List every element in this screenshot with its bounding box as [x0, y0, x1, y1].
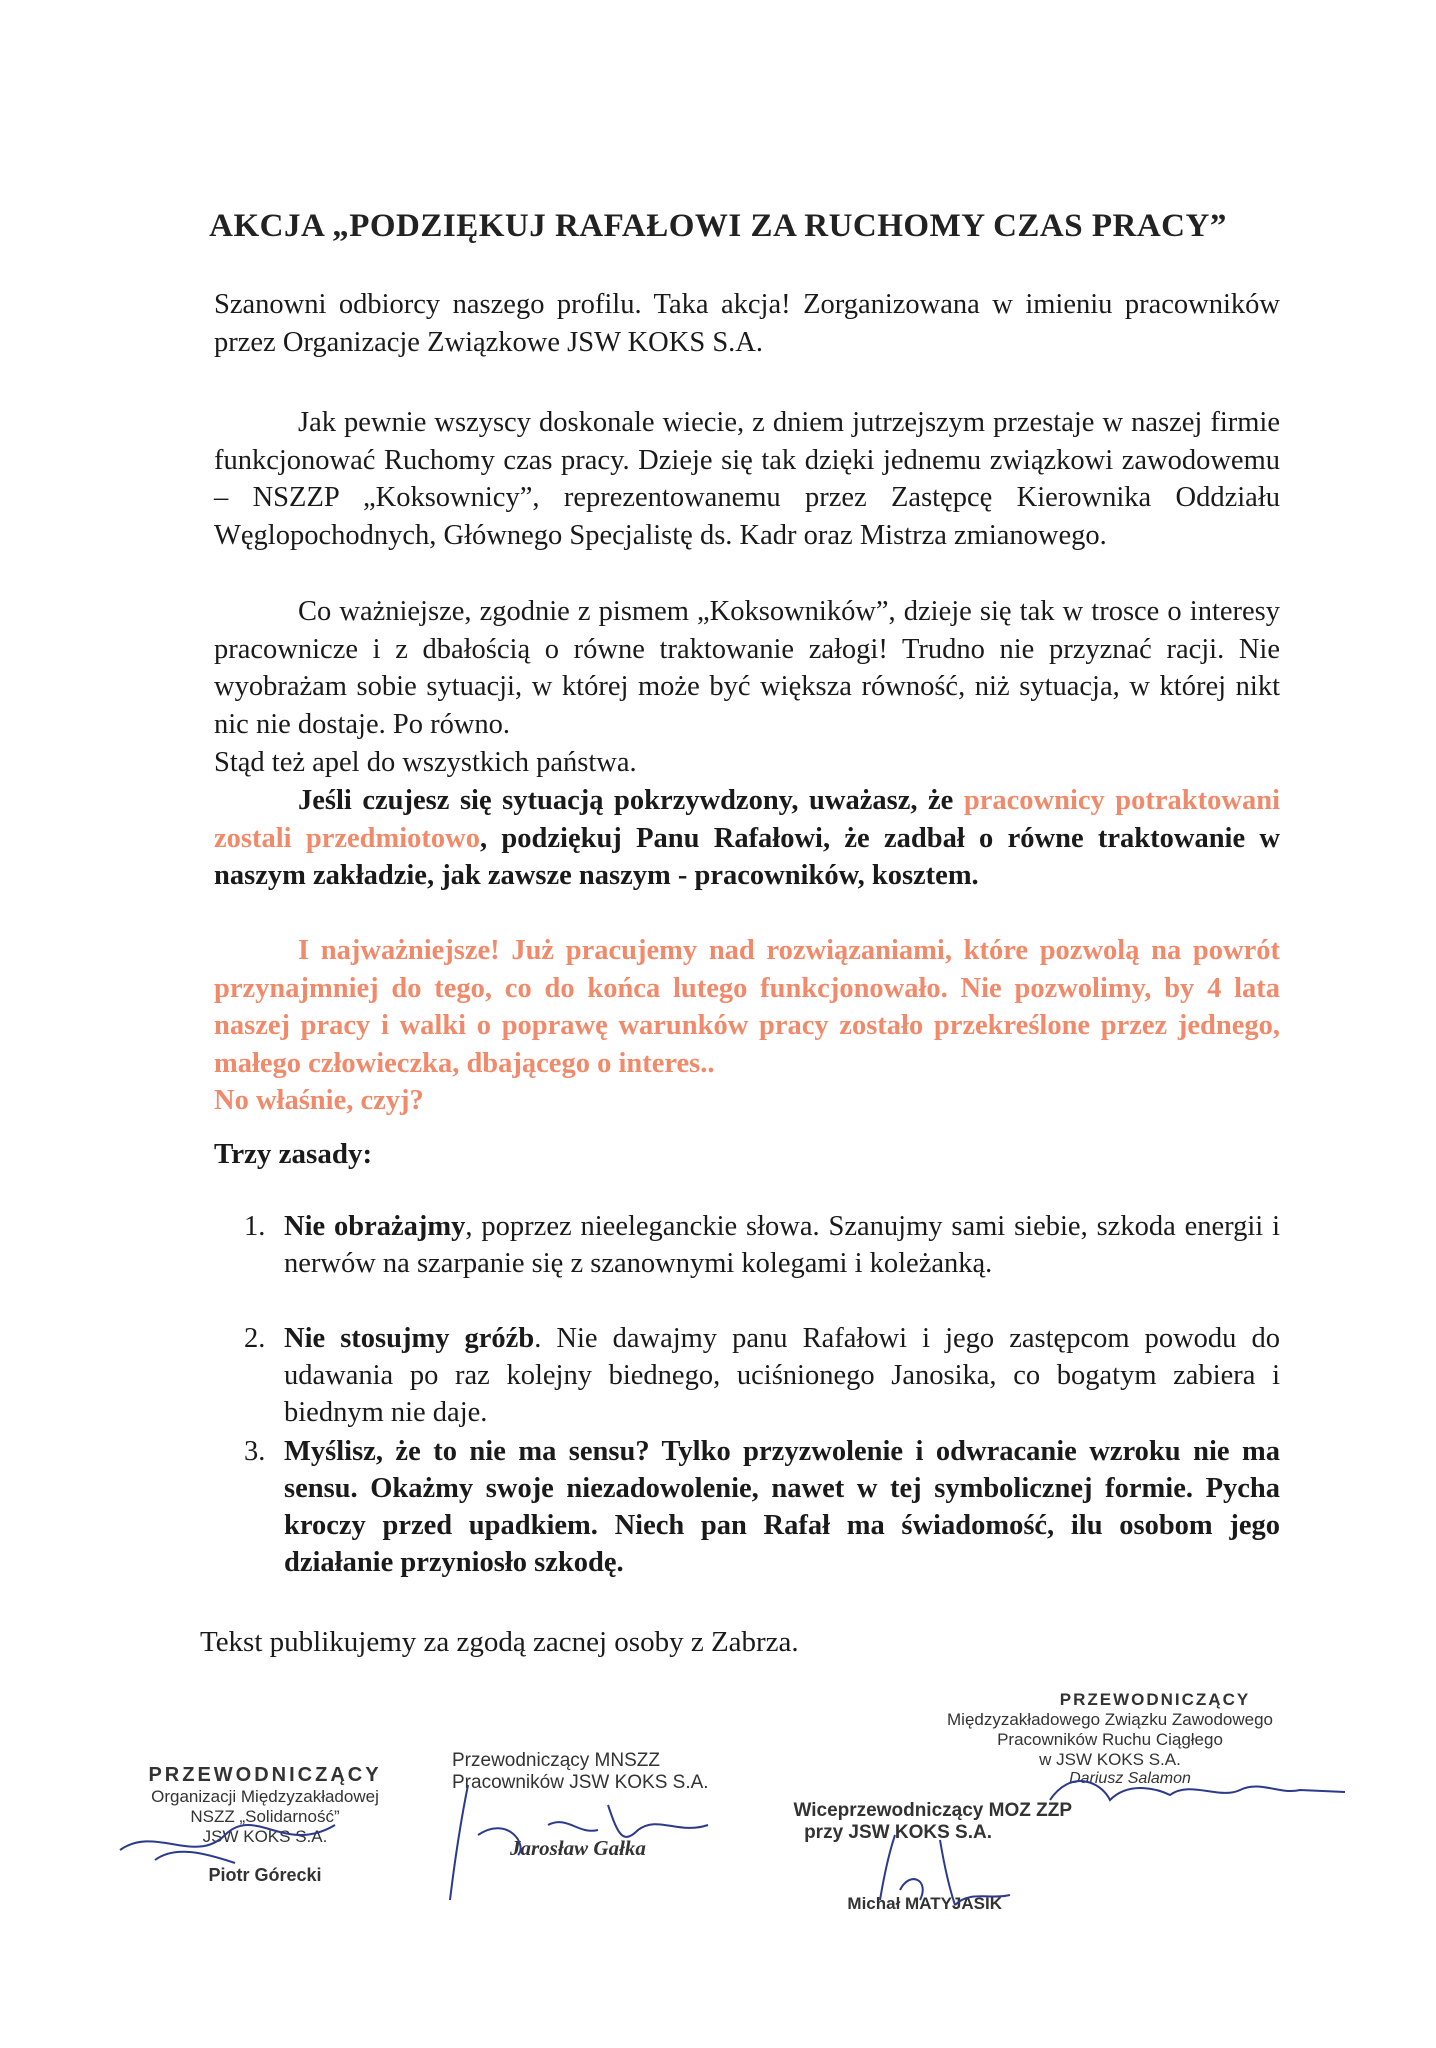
paragraph-3-start: Jeśli czujesz się sytuacją pokrzywdzony, uważasz, że	[298, 785, 964, 816]
stamp-line: Międzyzakładowego Związku Zawodowego	[947, 1710, 1273, 1729]
handwritten-signature-icon	[115, 1805, 345, 1875]
stamp-line: NSZZ „Solidarność”	[190, 1807, 340, 1826]
appeal-line: Stąd też apel do wszystkich państwa.	[214, 747, 637, 778]
paragraph-3-highlight: pracownicy potraktowani zostali przedmiotowo	[214, 785, 1280, 854]
paragraph-3	[214, 782, 1280, 895]
rule-item-2	[244, 1320, 1280, 1431]
rules-heading: Trzy zasady:	[214, 1138, 373, 1170]
signatory-name: Dariusz Salamon	[1069, 1770, 1191, 1787]
signatory-name: Piotr Górecki	[208, 1865, 322, 1885]
paragraph-4-question: No właśnie, czyj?	[214, 1085, 424, 1116]
paragraph-4: I najważniejsze! Już pracujemy nad rozwiązaniami, które pozwolą na powrót przynajmniej do tego, co do końca lutego funkcjonowało. Nie pozwolimy, by 4 lata naszej pracy i walki o poprawę warunków pracy zostało przekreślone przez jednego, małego człowieczka, dbającego o interes..	[214, 935, 1280, 1079]
handwritten-signature-icon	[1040, 1760, 1350, 1820]
rule-item-1	[244, 1208, 1280, 1282]
stamp-title: PRZEWODNICZĄCY	[1059, 1690, 1251, 1709]
paragraph-1: Jak pewnie wszyscy doskonale wiecie, z dniem jutrzejszym przestaje w naszej firmie funkcjonować Ruchomy czas pracy. Dzieje się tak dzięki jednemu związkowi zawodowemu – NSZZP „Koksownicy”, reprezentowanemu przez Zastępcę Kierownika Oddziału Węglopochodnych, Głównego Specjalistę ds. Kadr oraz Mistrza zmianowego.	[214, 407, 1280, 551]
handwritten-signature-icon	[448, 1775, 728, 1905]
stamp-line: JSW KOKS S.A.	[202, 1827, 328, 1846]
rule-bold-text: Myślisz, że to nie ma sensu? Tylko przyzwolenie i odwracanie wzroku nie ma sensu. Okażmy swoje niezadowolenie, nawet w tej symbolicznej formie. Pycha kroczy przed upadkiem. Niech pan Rafał ma świadomość, ilu osobom jego działanie przyniosło szkodę.	[284, 1436, 1280, 1578]
stamp-line: Wiceprzewodniczący MOZ ZZP	[793, 1800, 1072, 1821]
stamp-title: PRZEWODNICZĄCY	[148, 1764, 382, 1786]
footer-note: Tekst publikujemy za zgodą zacnej osoby z Zabrza.	[200, 1626, 799, 1658]
intro-paragraph: Szanowni odbiorcy naszego profilu. Taka akcja! Zorganizowana w imieniu pracowników przez Organizacje Związkowe JSW KOKS S.A.	[214, 289, 1280, 358]
stamp-line: przy JSW KOKS S.A.	[804, 1822, 992, 1843]
stamp-line: Pracowników JSW KOKS S.A.	[452, 1772, 709, 1793]
document-title: AKCJA „PODZIĘKUJ RAFAŁOWI ZA RUCHOMY CZAS PRACY”	[209, 208, 1227, 244]
rule-item-3	[244, 1433, 1280, 1581]
stamp-line: w JSW KOKS S.A.	[1039, 1750, 1181, 1769]
rule-number: 3.	[244, 1436, 266, 1467]
rule-bold-text: Nie obrażajmy	[284, 1211, 466, 1242]
signatory-name: Jarosław Gałka	[510, 1836, 646, 1860]
paragraph-3-end: , podziękuj Panu Rafałowi, że zadbał o równe traktowanie w naszym zakładzie, jak zawsze naszym - pracowników, kosztem.	[214, 822, 1280, 891]
stamp-line: Organizacji Międzyzakładowej	[151, 1787, 379, 1806]
stamp-line: Przewodniczący MNSZZ	[452, 1750, 660, 1771]
signatory-name: Michał MATYJASIK	[847, 1894, 1002, 1913]
handwritten-signature-icon	[860, 1830, 1020, 1910]
rule-number: 2.	[244, 1323, 266, 1354]
rule-number: 1.	[244, 1211, 266, 1242]
rule-bold-text: Nie stosujmy gróźb	[284, 1323, 535, 1354]
paragraph-2: Co ważniejsze, zgodnie z pismem „Koksowników”, dzieje się tak w trosce o interesy pracownicze i z dbałością o równe traktowanie załogi! Trudno nie przyznać racji. Nie wyobrażam sobie sytuacji, w której może być większa równość, niż sytuacja, w której nikt nic nie dostaje. Po równo.	[214, 596, 1280, 740]
rule-text: . Nie dawajmy panu Rafałowi i jego zastępcom powodu do udawania po raz kolejny biednego, uciśnionego Janosika, co bogatym zabiera i biednym nie daje.	[284, 1323, 1280, 1428]
stamp-line: Pracowników Ruchu Ciągłego	[997, 1730, 1223, 1749]
rule-text: , poprzez nieeleganckie słowa. Szanujmy sami siebie, szkoda energii i nerwów na szarpanie się z szanownymi kolegami i koleżanką.	[284, 1211, 1281, 1279]
